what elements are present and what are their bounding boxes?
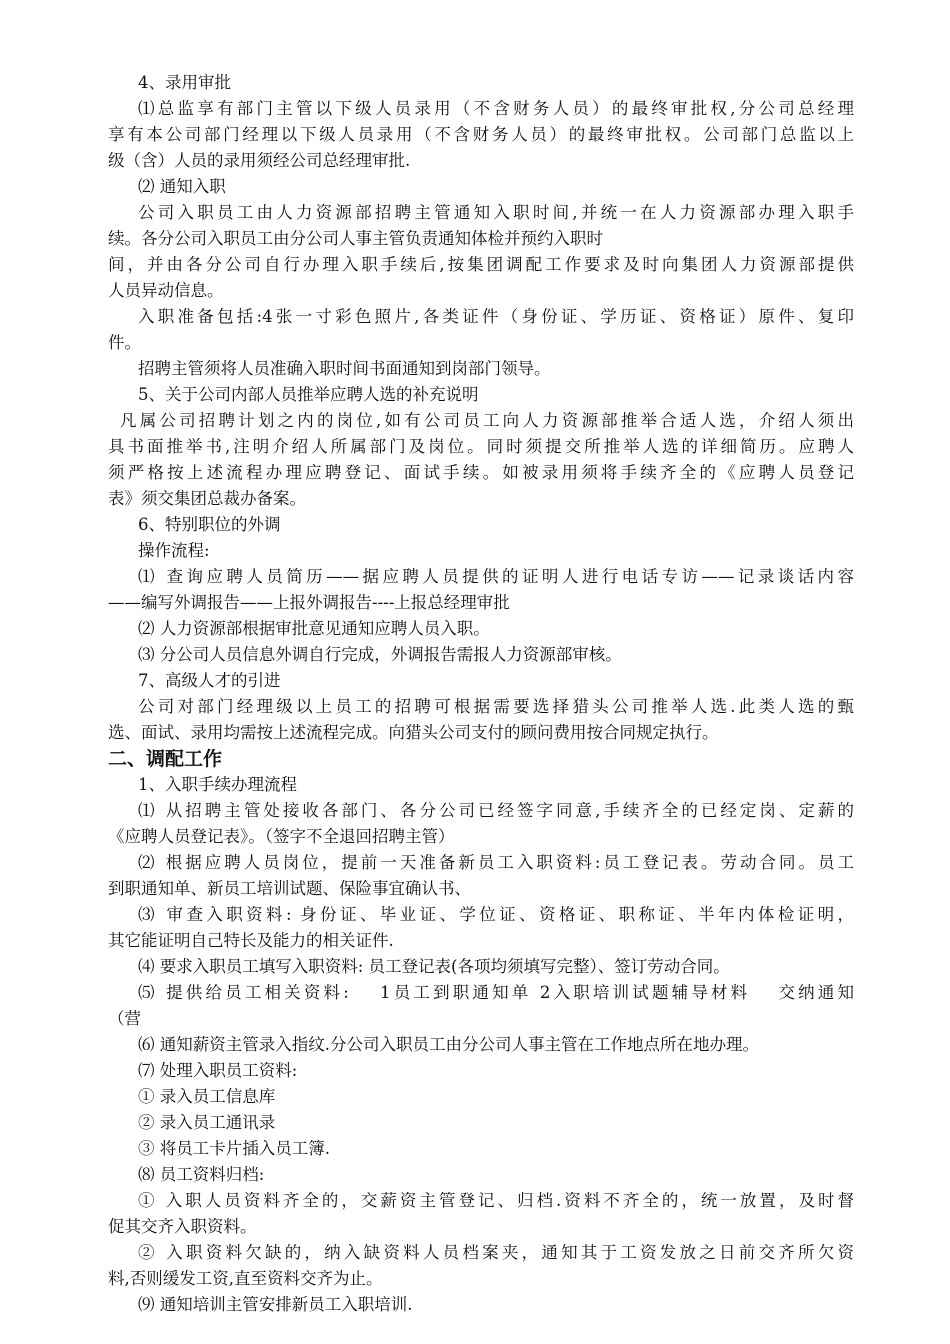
paragraph-line: 凡属公司招聘计划之内的岗位,如有公司员工向人力资源部推举合适人选，介绍人须出 <box>120 411 854 430</box>
list-item: ③ 将员工卡片插入员工簿. <box>138 1139 330 1158</box>
paragraph-line: 《应聘人员登记表》。（签字不全退回招聘主管） <box>108 827 455 846</box>
paragraph-line: 级（含）人员的录用须经公司总经理审批. <box>108 151 411 170</box>
section-heading-5: 5、关于公司内部人员推举应聘人选的补充说明 <box>138 385 479 404</box>
paragraph-line: ⑵ 根据应聘人员岗位，提前一天准备新员工入职资料:员工登记表。劳动合同。员工 <box>138 853 854 872</box>
paragraph-line: ⑶ 审查入职资料: 身份证、毕业证、学位证、资格证、职称证、半年内体检证明， <box>138 905 854 924</box>
paragraph-line: ⑺ 处理入职员工资料: <box>138 1061 298 1080</box>
paragraph-line: 操作流程: <box>138 541 210 560</box>
paragraph-line: 件。 <box>108 333 141 352</box>
paragraph-line: 入职准备包括:4张一寸彩色照片,各类证件（身份证、学历证、资格证）原件、复印 <box>138 307 854 326</box>
paragraph-line: ⑶ 分公司人员信息外调自行完成，外调报告需报人力资源部审核。 <box>138 645 622 664</box>
list-item: ② 录入员工通讯录 <box>138 1113 276 1132</box>
paragraph-line: 表》须交集团总裁办备案。 <box>108 489 306 508</box>
paragraph-line: ⑴ 查询应聘人员简历——据应聘人员提供的证明人进行电话专访——记录谈话内容 <box>138 567 854 586</box>
paragraph-line: 人员异动信息。 <box>108 281 224 300</box>
paragraph-line: 须严格按上述流程办理应聘登记、面试手续。如被录用须将手续齐全的《应聘人员登记 <box>108 463 854 482</box>
list-item: ① 录入员工信息库 <box>138 1087 276 1106</box>
paragraph-line: 间，并由各分公司自行办理入职手续后,按集团调配工作要求及时向集团人力资源部提供 <box>108 255 854 274</box>
paragraph-line: 料,否则缓发工资,直至资料交齐为止。 <box>108 1269 383 1288</box>
paragraph-line: 选、面试、录用均需按上述流程完成。向猎头公司支付的顾问费用按合同规定执行。 <box>108 723 719 742</box>
section-heading-1: 1、入职手续办理流程 <box>138 775 297 794</box>
paragraph-line: 到职通知单、新员工培训试题、保险事宜确认书、 <box>108 879 471 898</box>
paragraph-line: ⑼ 通知培训主管安排新员工入职培训. <box>138 1295 413 1314</box>
section-heading-6: 6、特别职位的外调 <box>138 515 281 534</box>
paragraph-line: 招聘主管须将人员准确入职时间书面通知到岗部门领导。 <box>138 359 551 378</box>
list-item: ② 入职资料欠缺的，纳入缺资料人员档案夹，通知其于工资发放之日前交齐所欠资 <box>138 1243 854 1262</box>
paragraph-line: 公司对部门经理级以上员工的招聘可根据需要选择猎头公司推举人选.此类人选的甄 <box>138 697 854 716</box>
document-body <box>108 70 854 1318</box>
list-item: ① 入职人员资料齐全的，交薪资主管登记、归档.资料不齐全的，统一放置，及时督 <box>138 1191 854 1210</box>
section-heading-4: 4、录用审批 <box>138 73 231 92</box>
paragraph-line: 具书面推举书,注明介绍人所属部门及岗位。同时须提交所推举人选的详细简历。应聘人 <box>108 437 854 456</box>
paragraph-line: 续。各分公司入职员工由分公司人事主管负责通知体检并预约入职时 <box>108 229 603 248</box>
paragraph-line: 享有本公司部门经理以下级人员录用（不含财务人员）的最终审批权。公司部门总监以上 <box>108 125 854 144</box>
paragraph-line: ⑴总监享有部门主管以下级人员录用（不含财务人员）的最终审批权,分公司总经理 <box>138 99 854 118</box>
paragraph-line: （营 <box>108 1009 141 1028</box>
paragraph-line: 公司入职员工由人力资源部招聘主管通知入职时间,并统一在人力资源部办理入职手 <box>138 203 854 222</box>
section-heading-7: 7、高级人才的引进 <box>138 671 281 690</box>
chapter-heading: 二、调配工作 <box>108 748 223 770</box>
paragraph-line: ⑸ 提供给员工相关资料: 1员工到职通知单 2入职培训试题辅导材料 交纳通知 <box>138 983 854 1002</box>
paragraph-line: ⑷ 要求入职员工填写入职资料: 员工登记表(各项均须填写完整）、签订劳动合同。 <box>138 957 730 976</box>
paragraph-line: ⑴ 从招聘主管处接收各部门、各分公司已经签字同意,手续齐全的已经定岗、定薪的 <box>138 801 854 820</box>
paragraph-line: 其它能证明自己特长及能力的相关证件. <box>108 931 394 950</box>
paragraph-line: ⑹ 通知薪资主管录入指纹.分公司入职员工由分公司人事主管在工作地点所在地办理。 <box>138 1035 759 1054</box>
paragraph-line: ⑻ 员工资料归档: <box>138 1165 265 1184</box>
paragraph-line: ——编写外调报告——上报外调报告----上报总经理审批 <box>108 593 510 612</box>
paragraph-line: ⑵ 人力资源部根据审批意见通知应聘人员入职。 <box>138 619 490 638</box>
paragraph-line: 促其交齐入职资料。 <box>108 1217 257 1236</box>
subsection-heading: ⑵ 通知入职 <box>138 177 226 196</box>
